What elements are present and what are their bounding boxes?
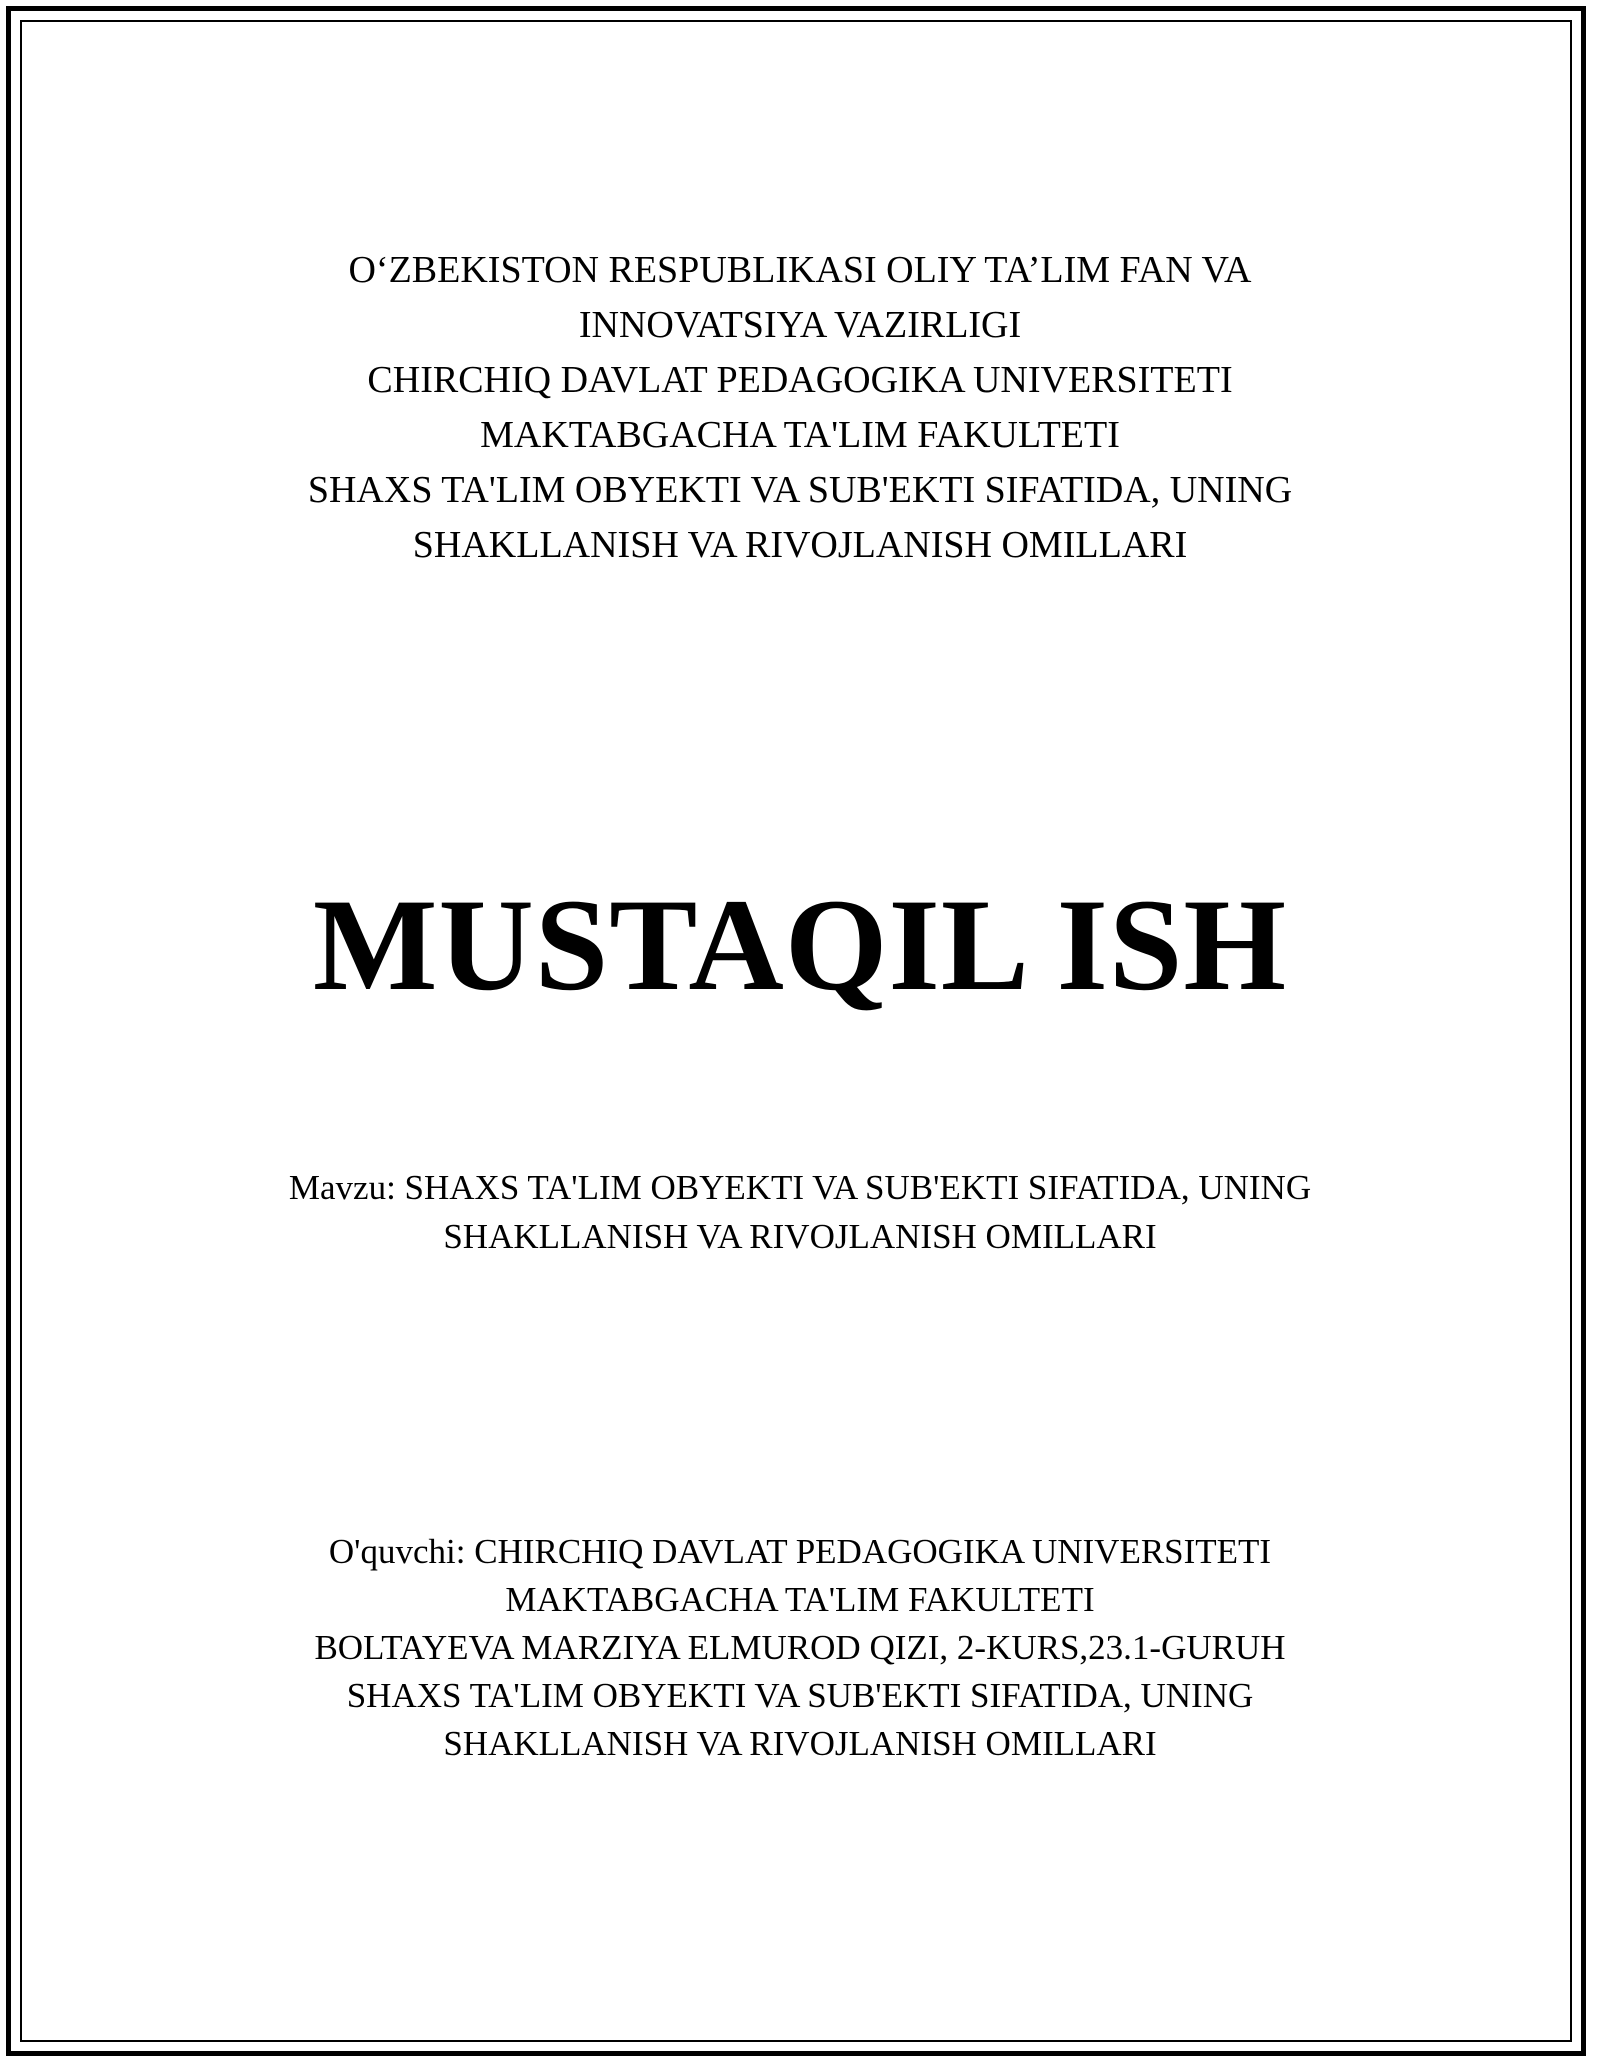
student-info-block	[0, 1528, 1600, 1768]
header-line: SHAXS TA'LIM OBYEKTI VA SUB'EKTI SIFATIDA, UNING	[307, 469, 1293, 511]
header-line: MAKTABGACHA TA'LIM FAKULTETI	[480, 414, 1120, 456]
header-line: O‘ZBEKISTON RESPUBLIKASI OLIY TA’LIM FAN VA	[348, 249, 1252, 291]
main-title: MUSTAQIL ISH	[312, 871, 1288, 1018]
topic-block	[0, 1163, 1600, 1261]
institution-header	[0, 243, 1600, 573]
header-line: CHIRCHIQ DAVLAT PEDAGOGIKA UNIVERSITETI	[367, 359, 1233, 401]
header-line: SHAKLLANISH VA RIVOJLANISH OMILLARI	[412, 524, 1188, 566]
student-line: MAKTABGACHA TA'LIM FAKULTETI	[505, 1580, 1095, 1619]
student-line: SHAKLLANISH VA RIVOJLANISH OMILLARI	[443, 1724, 1157, 1763]
topic-line: Mavzu: SHAXS TA'LIM OBYEKTI VA SUB'EKTI SIFATIDA, UNING	[288, 1168, 1312, 1207]
student-line: O'quvchi: CHIRCHIQ DAVLAT PEDAGOGIKA UNIVERSITETI	[328, 1532, 1272, 1571]
header-line: INNOVATSIYA VAZIRLIGI	[578, 304, 1022, 346]
student-line: BOLTAYEVA MARZIYA ELMUROD QIZI, 2-KURS,23.1-GURUH	[314, 1628, 1286, 1667]
topic-line: SHAKLLANISH VA RIVOJLANISH OMILLARI	[443, 1217, 1157, 1256]
student-line: SHAXS TA'LIM OBYEKTI VA SUB'EKTI SIFATIDA, UNING	[346, 1676, 1254, 1715]
